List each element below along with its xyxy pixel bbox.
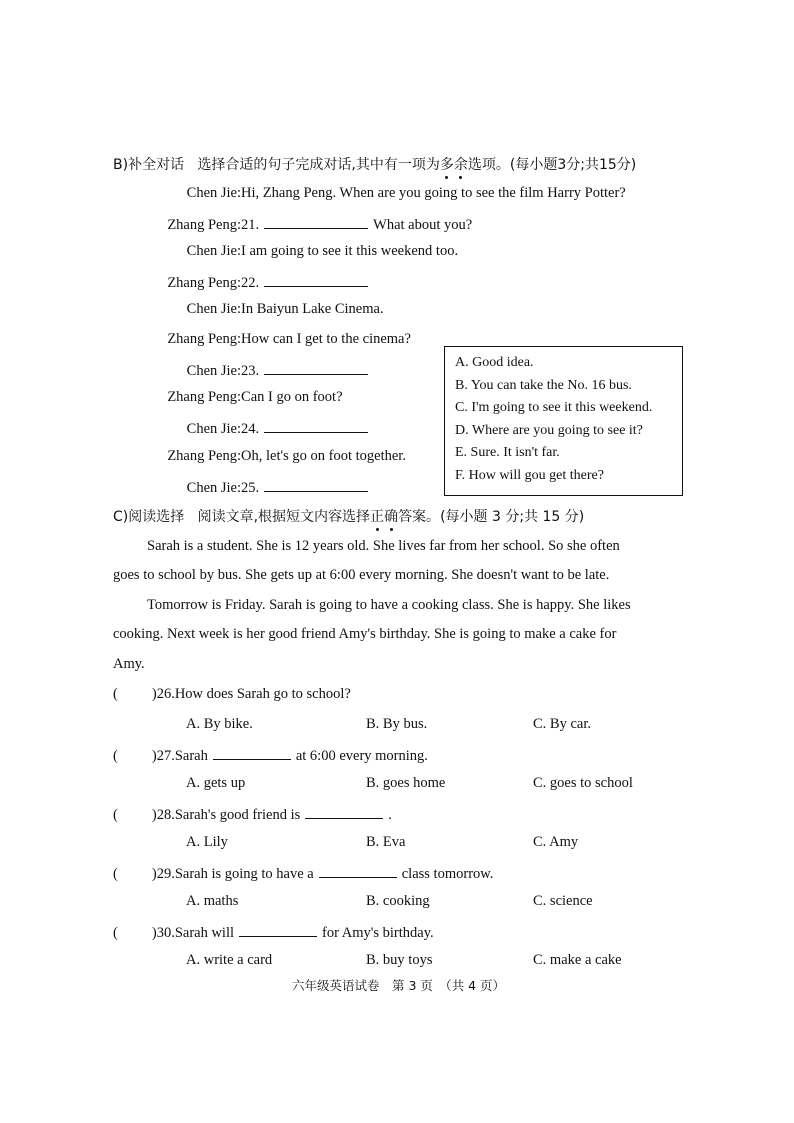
answer-paren-close: ) <box>151 748 157 764</box>
option-a: A. Good idea. <box>455 355 534 370</box>
answer-option: C. goes to school <box>533 775 633 791</box>
speaker-name: Zhang Peng <box>167 331 237 347</box>
answer-blank[interactable] <box>264 418 368 433</box>
question-text: Sarah <box>174 748 208 764</box>
question-number: 28. <box>156 807 175 823</box>
question-number: 27. <box>156 748 175 764</box>
option-c: C. I'm going to see it this weekend. <box>455 400 653 415</box>
question-number: 26. <box>156 686 175 702</box>
speaker-colon: : <box>237 421 242 437</box>
answer-blank[interactable] <box>264 360 368 375</box>
speaker-name: Zhang Peng <box>167 275 237 291</box>
question-row <box>113 745 428 765</box>
answer-option: A. gets up <box>186 775 246 791</box>
dialogue-line <box>150 185 626 202</box>
speaker-colon: : <box>237 275 242 291</box>
question-row <box>113 922 434 942</box>
dialogue-line <box>150 360 373 380</box>
question-row <box>113 686 351 703</box>
section-b-instruction-end: 选项。 <box>467 157 510 173</box>
dialogue-line <box>150 243 458 260</box>
answer-paren-close: ) <box>151 807 157 823</box>
answer-paren-open[interactable]: ( <box>113 807 118 823</box>
answer-blank[interactable] <box>264 214 368 229</box>
passage-line-4: cooking. Next week is her good friend Amy's birthday. She is going to make a cake for <box>113 626 617 642</box>
answer-option: A. maths <box>186 893 239 909</box>
question-number: 22. <box>241 275 260 291</box>
dialogue-text: Hi, Zhang Peng. When are you going to see the film Harry Potter? <box>241 185 626 201</box>
section-c-emph-1: 正 <box>370 506 384 526</box>
passage-line-1: Sarah is a student. She is 12 years old. She lives far from her school. So she often <box>147 538 620 554</box>
speaker-name: Zhang Peng <box>167 389 237 405</box>
answer-blank[interactable] <box>213 745 291 760</box>
section-c-title: 阅读选择 <box>128 509 185 525</box>
dialogue-text: Can I go on foot? <box>241 389 343 405</box>
answer-option: C. science <box>533 893 593 909</box>
speaker-name: Zhang Peng <box>167 448 237 464</box>
speaker-name: Chen Jie <box>186 301 237 317</box>
section-b-label: B) <box>113 157 129 173</box>
question-number: 24. <box>241 421 260 437</box>
speaker-colon: : <box>237 480 242 496</box>
answer-blank[interactable] <box>305 804 383 819</box>
answer-paren-close: ) <box>151 866 157 882</box>
answer-blank[interactable] <box>264 477 368 492</box>
speaker-name: Chen Jie <box>186 363 237 379</box>
section-b-emph-2: 余 <box>454 154 468 174</box>
question-text-after: for Amy's birthday. <box>322 925 434 941</box>
question-row <box>113 804 392 824</box>
dialogue-line <box>150 331 411 348</box>
answer-option: A. write a card <box>186 952 273 968</box>
speaker-name: Chen Jie <box>186 480 237 496</box>
question-text: Sarah's good friend is <box>174 807 301 823</box>
answer-option: B. goes home <box>366 775 446 791</box>
options-box <box>444 346 683 496</box>
question-text: How does Sarah go to school? <box>174 686 351 702</box>
section-c-instruction-end: 答案。 <box>398 509 441 525</box>
answer-paren-close: ) <box>151 686 157 702</box>
option-d: D. Where are you going to see it? <box>455 423 643 438</box>
answer-paren-open[interactable]: ( <box>113 925 118 941</box>
answer-option: B. Eva <box>366 834 406 850</box>
dialogue-text: How can I get to the cinema? <box>241 331 411 347</box>
speaker-colon: : <box>237 301 242 317</box>
dialogue-line <box>150 214 472 234</box>
question-text-after: . <box>388 807 392 823</box>
answer-option: B. By bus. <box>366 716 428 732</box>
dialogue-line <box>150 418 373 438</box>
section-b-emph-1: 多 <box>440 154 454 174</box>
question-number: 29. <box>156 866 175 882</box>
section-b-instruction: 选择合适的句子完成对话,其中有一项为 <box>197 157 440 173</box>
answer-blank[interactable] <box>319 863 397 878</box>
answer-paren-open[interactable]: ( <box>113 686 118 702</box>
section-c-score: (每小题 3 分;共 15 分) <box>440 509 585 525</box>
option-b: B. You can take the No. 16 bus. <box>455 378 632 393</box>
question-text: Sarah is going to have a <box>174 866 314 882</box>
passage-line-3: Tomorrow is Friday. Sarah is going to have a cooking class. She is happy. She likes <box>147 597 631 613</box>
answer-option: C. Amy <box>533 834 579 850</box>
question-number: 25. <box>241 480 260 496</box>
speaker-colon: : <box>237 185 242 201</box>
section-c-label: C) <box>113 509 129 525</box>
speaker-name: Chen Jie <box>186 421 237 437</box>
answer-option: C. make a cake <box>533 952 622 968</box>
answer-option: A. Lily <box>186 834 228 850</box>
dialogue-line <box>150 448 406 465</box>
answer-paren-close: ) <box>151 925 157 941</box>
speaker-colon: : <box>237 331 242 347</box>
question-number: 30. <box>156 925 175 941</box>
section-b-score: (每小题3分;共15分) <box>509 157 637 173</box>
answer-paren-open[interactable]: ( <box>113 748 118 764</box>
dialogue-text: In Baiyun Lake Cinema. <box>241 301 384 317</box>
question-row <box>113 863 493 883</box>
question-text-after: at 6:00 every morning. <box>295 748 428 764</box>
section-c-instruction: 阅读文章,根据短文内容选择 <box>197 509 371 525</box>
dialogue-text: Oh, let's go on foot together. <box>241 448 406 464</box>
question-number: 23. <box>241 363 260 379</box>
speaker-name: Zhang Peng <box>167 217 237 233</box>
answer-option: B. buy toys <box>366 952 433 968</box>
speaker-name: Chen Jie <box>186 185 237 201</box>
dialogue-line <box>150 477 373 497</box>
answer-paren-open[interactable]: ( <box>113 866 118 882</box>
dialogue-line <box>150 272 373 292</box>
passage-line-5: Amy. <box>113 656 145 672</box>
speaker-colon: : <box>237 243 242 259</box>
speaker-colon: : <box>237 217 242 233</box>
question-number: 21. <box>241 217 260 233</box>
speaker-colon: : <box>237 363 242 379</box>
answer-blank[interactable] <box>239 922 317 937</box>
answer-option: A. By bike. <box>186 716 253 732</box>
question-text-after: class tomorrow. <box>401 866 494 882</box>
page-footer: 六年级英语试卷 第 3 页 （共 4 页） <box>292 978 506 993</box>
dialogue-text: I am going to see it this weekend too. <box>241 243 459 259</box>
dialogue-line <box>150 389 343 406</box>
question-text: Sarah will <box>174 925 235 941</box>
dialogue-text-after: What about you? <box>373 217 473 233</box>
answer-option: B. cooking <box>366 893 430 909</box>
section-b-title: 补全对话 <box>128 157 185 173</box>
option-e: E. Sure. It isn't far. <box>455 445 560 460</box>
passage-line-2: goes to school by bus. She gets up at 6:00 every morning. She doesn't want to be late. <box>113 567 610 583</box>
answer-option: C. By car. <box>533 716 591 732</box>
section-c-emph-2: 确 <box>384 506 398 526</box>
option-f: F. How will gou get there? <box>455 468 604 483</box>
section-b-header <box>113 154 636 174</box>
section-c-header <box>113 506 584 526</box>
speaker-colon: : <box>237 448 242 464</box>
answer-blank[interactable] <box>264 272 368 287</box>
speaker-colon: : <box>237 389 242 405</box>
speaker-name: Chen Jie <box>186 243 237 259</box>
dialogue-line <box>150 301 384 318</box>
